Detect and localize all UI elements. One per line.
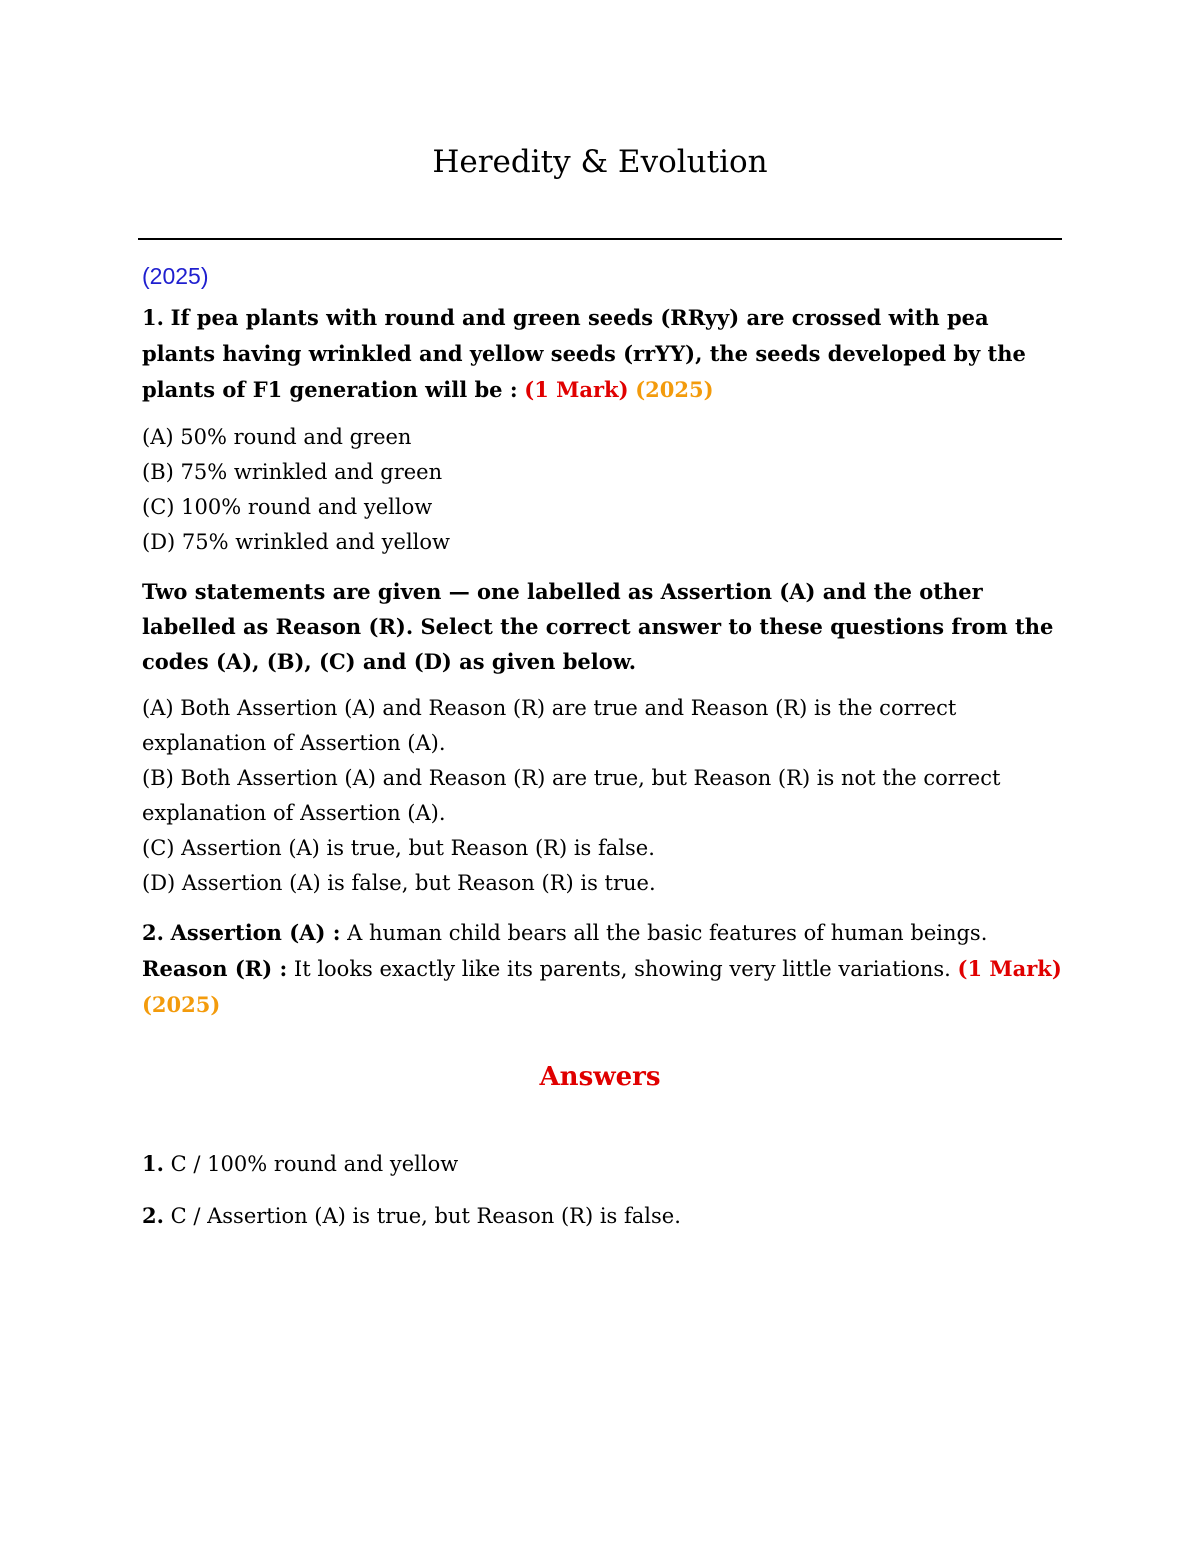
assertion-label: Assertion (A) :: [170, 920, 341, 945]
code-b: (B) Both Assertion (A) and Reason (R) are true, but Reason (R) is not the correct explanation of Assertion (A).: [142, 766, 1001, 825]
answer-item: [142, 1198, 1062, 1234]
assertion-text: A human child bears all the basic features of human beings.: [347, 921, 988, 945]
year-tag: (2025): [142, 263, 209, 289]
option-c: (C) 100% round and yellow: [142, 495, 433, 519]
code-d: (D) Assertion (A) is false, but Reason (R) is true.: [142, 871, 656, 895]
question-1-options: [142, 420, 1062, 560]
assertion-reason-codes: [142, 691, 1062, 901]
question-1-text: If pea plants with round and green seeds (RRyy) are crossed with pea plants having wrinkled and yellow seeds (rrYY), the seeds developed by the plants of F1 generation will be :: [142, 305, 1026, 402]
option-d: (D) 75% wrinkled and yellow: [142, 530, 450, 554]
answer-item: [142, 1146, 1062, 1182]
reason-text: It looks exactly like its parents, showing very little variations.: [293, 957, 951, 981]
code-a: (A) Both Assertion (A) and Reason (R) are true and Reason (R) is the correct explanation of Assertion (A).: [142, 696, 957, 755]
assertion-reason-instructions: Two statements are given — one labelled as Assertion (A) and the other labelled as Reason (R). Select the correct answer to these questions from the codes (A), (B), (C) and (D) as given below.: [142, 579, 1054, 674]
answer-number: 2.: [142, 1203, 164, 1228]
reason-label: Reason (R) :: [142, 956, 288, 981]
question-2-marks: (1 Mark): [957, 956, 1062, 981]
question-1: [142, 300, 1062, 408]
question-2: [142, 915, 1062, 1023]
questions-section: [142, 258, 1062, 1023]
answers-heading: Answers: [539, 1062, 661, 1092]
question-1-year: (2025): [635, 377, 714, 402]
question-2-year: (2025): [142, 992, 221, 1017]
title-divider: [138, 238, 1062, 240]
document-title: Heredity & Evolution: [432, 144, 768, 180]
answer-text: C / Assertion (A) is true, but Reason (R) is false.: [170, 1204, 681, 1228]
answers-list: [142, 1146, 1062, 1250]
question-1-marks: (1 Mark): [524, 377, 629, 402]
option-a: (A) 50% round and green: [142, 425, 412, 449]
question-2-number: 2.: [142, 920, 164, 945]
answer-number: 1.: [142, 1151, 164, 1176]
answer-text: C / 100% round and yellow: [170, 1152, 459, 1176]
code-c: (C) Assertion (A) is true, but Reason (R) is false.: [142, 836, 655, 860]
question-1-number: 1.: [142, 305, 164, 330]
option-b: (B) 75% wrinkled and green: [142, 460, 443, 484]
